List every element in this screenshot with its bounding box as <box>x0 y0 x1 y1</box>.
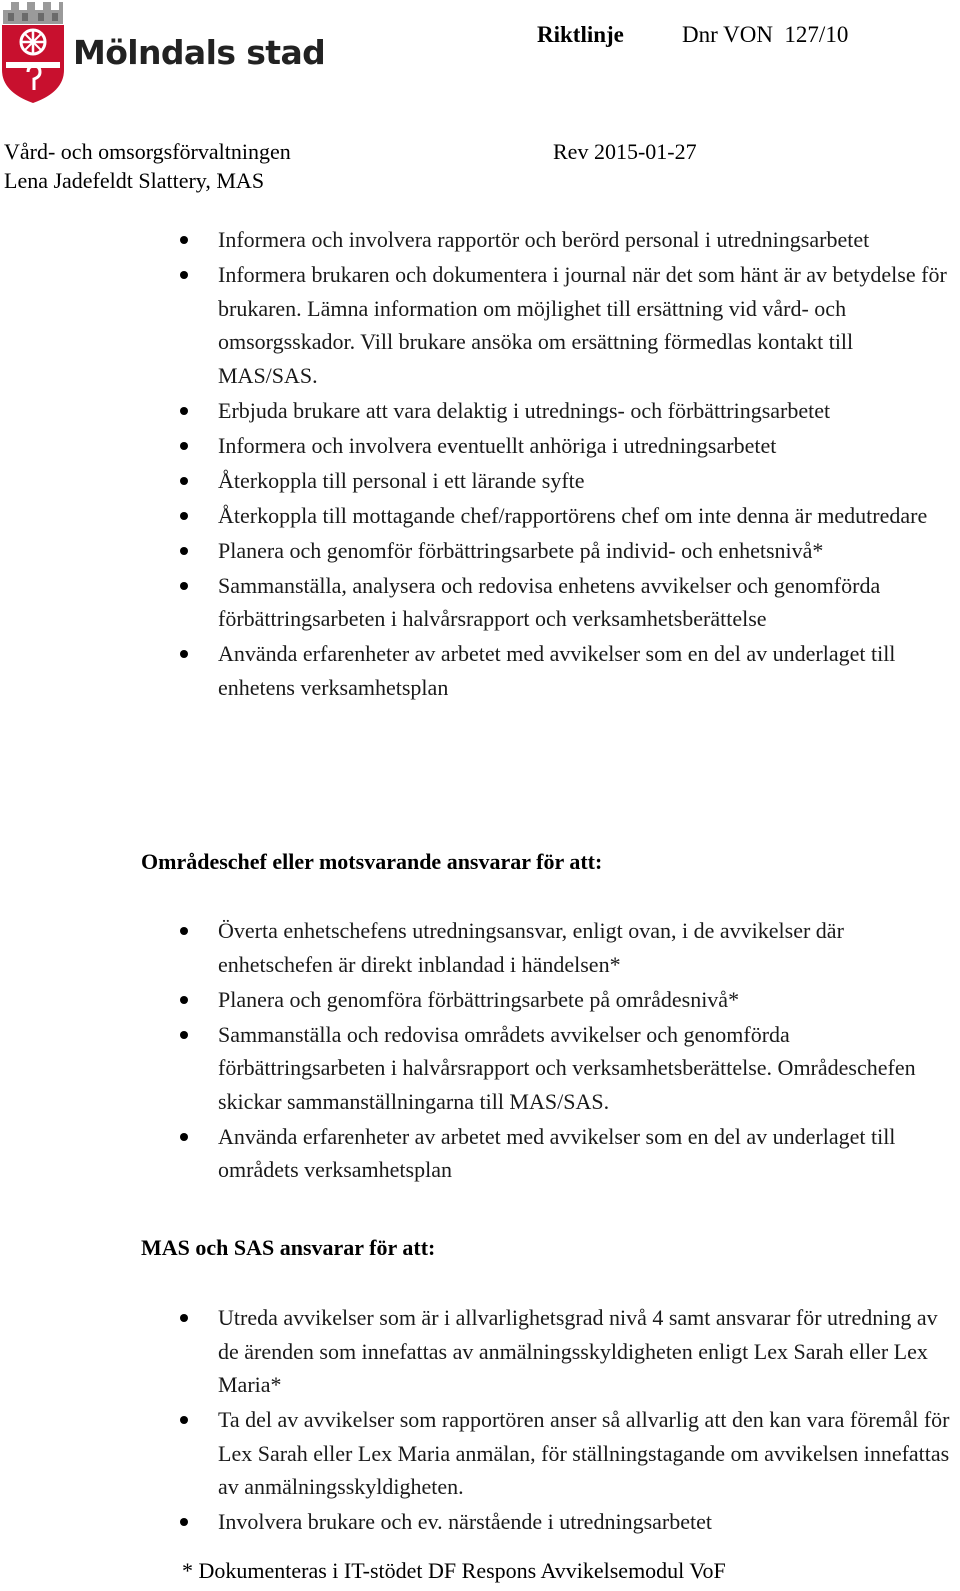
bullet-icon <box>180 236 188 244</box>
bullet-icon <box>180 442 188 450</box>
bullet-icon <box>180 407 188 415</box>
list-item: Återkoppla till mottagande chef/rapportörens chef om inte denna är medutredare <box>0 499 960 533</box>
revision-date: Rev 2015-01-27 <box>553 139 697 164</box>
list-item: Sammanställa, analysera och redovisa enhetens avvikelser och genomförda förbättringsarbeten i halvårsrapport och verksamhetsberättelse <box>0 569 960 636</box>
coat-of-arms-icon <box>0 0 66 104</box>
list-item: Planera och genomför förbättringsarbete på individ- och enhetsnivå* <box>0 534 960 568</box>
list-item: Informera brukaren och dokumentera i journal när det som hänt är av betydelse för brukaren. Lämna information om möjlighet till ersättning vid vård- och omsorgsskador. Vill brukare ansöka om ersättning förmedlas kontakt till MAS/SAS. <box>0 258 960 392</box>
list-item: Involvera brukare och ev. närstående i utredningsarbetet <box>0 1505 960 1539</box>
responsibility-list-unit-manager <box>0 223 960 706</box>
list-item: Erbjuda brukare att vara delaktig i utrednings- och förbättringsarbetet <box>0 394 960 428</box>
list-item: Informera och involvera rapportör och berörd personal i utredningsarbetet <box>0 223 960 257</box>
list-item: Utreda avvikelser som är i allvarlighetsgrad nivå 4 samt ansvarar för utredning av de ärenden som innefattas av anmälningsskyldigheten enligt Lex Sarah eller Lex Maria* <box>0 1301 960 1402</box>
bullet-icon <box>180 996 188 1004</box>
bullet-icon <box>180 650 188 658</box>
document-type: Riktlinje <box>537 22 624 47</box>
list-item: Ta del av avvikelser som rapportören anser så allvarlig att den kan vara föremål för Lex Sarah eller Lex Maria anmälan, för ställningstagande om avvikelsen innefattas av anmälningsskyldigheten. <box>0 1403 960 1504</box>
list-item: Återkoppla till personal i ett lärande syfte <box>0 464 960 498</box>
section-heading-area-manager: Områdeschef eller motsvarande ansvarar för att: <box>141 849 603 874</box>
document-author: Lena Jadefeldt Slattery, MAS <box>4 168 265 193</box>
list-item: Överta enhetschefens utredningsansvar, enligt ovan, i de avvikelser där enhetschefen är direkt inblandad i händelsen* <box>0 914 960 981</box>
list-item: Sammanställa och redovisa områdets avvikelser och genomförda förbättringsarbeten i halvårsrapport och verksamhetsberättelse. Områdeschefen skickar sammanställningarna till MAS/SAS. <box>0 1018 960 1119</box>
org-logo <box>0 0 326 104</box>
responsibility-list-area-manager <box>0 914 960 1188</box>
department-name: Vård- och omsorgsförvaltningen <box>4 139 291 164</box>
bullet-icon <box>180 271 188 279</box>
list-item: Planera och genomföra förbättringsarbete på områdesnivå* <box>0 983 960 1017</box>
bullet-icon <box>180 1133 188 1141</box>
bullet-icon <box>180 512 188 520</box>
footnote: * Dokumenteras i IT-stödet DF Respons Avvikelsemodul VoF <box>182 1558 726 1583</box>
bullet-icon <box>180 582 188 590</box>
list-item: Använda erfarenheter av arbetet med avvikelser som en del av underlaget till enhetens verksamhetsplan <box>0 637 960 704</box>
bullet-icon <box>180 1031 188 1039</box>
bullet-icon <box>180 547 188 555</box>
bullet-icon <box>180 927 188 935</box>
org-name: Mölndals stad <box>73 33 326 72</box>
section-heading-mas-sas: MAS och SAS ansvarar för att: <box>141 1235 436 1260</box>
bullet-icon <box>180 1518 188 1526</box>
bullet-icon <box>180 477 188 485</box>
bullet-icon <box>180 1314 188 1322</box>
list-item: Använda erfarenheter av arbetet med avvikelser som en del av underlaget till områdets verksamhetsplan <box>0 1120 960 1187</box>
responsibility-list-mas-sas <box>0 1301 960 1540</box>
bullet-icon <box>180 1416 188 1424</box>
document-number: Dnr VON 127/10 <box>682 22 849 47</box>
list-item: Informera och involvera eventuellt anhöriga i utredningsarbetet <box>0 429 960 463</box>
